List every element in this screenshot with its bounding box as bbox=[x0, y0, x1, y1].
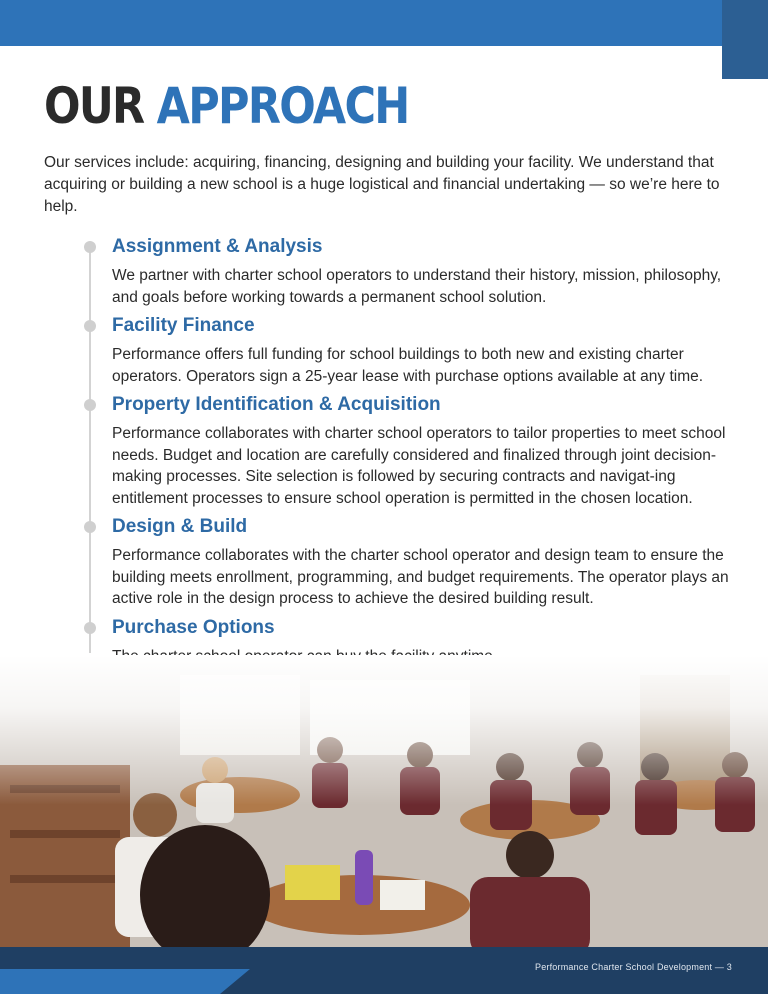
item-title: Facility Finance bbox=[112, 315, 255, 336]
timeline-dot-5 bbox=[84, 622, 96, 634]
approach-item-design-build bbox=[112, 515, 732, 610]
item-title: Purchase Options bbox=[112, 617, 275, 638]
footer-accent bbox=[0, 969, 250, 994]
approach-item-assignment bbox=[112, 235, 732, 308]
photo-fade-overlay bbox=[0, 655, 768, 805]
approach-item-property bbox=[112, 393, 732, 509]
page-title-part-1: OUR bbox=[44, 77, 144, 135]
approach-item-facility-finance bbox=[112, 314, 732, 387]
timeline-dot-4 bbox=[84, 521, 96, 533]
intro-paragraph: Our services include: acquiring, financing, designing and building your facility. We understand that acquiring or building a new school is a huge logistical and financial undertaking — so we’re here to help. bbox=[44, 154, 720, 215]
item-title: Property Identification & Acquisition bbox=[112, 394, 441, 415]
item-text: Performance collaborates with charter school operators to tailor properties to meet school needs. Budget and location are carefully considered and finalized through joint decision-making processes. Site selection is followed by securing contracts and navigat-ing entitlement processes to ensure school operation is permitted in the chosen location. bbox=[112, 425, 726, 507]
timeline-dot-1 bbox=[84, 241, 96, 253]
top-corner-tab bbox=[722, 0, 768, 79]
classroom-photo bbox=[0, 655, 768, 955]
item-text: Performance collaborates with the charter school operator and design team to ensure the building meets enrollment, programming, and budget requirements. The operator plays an active role in the design process to achieve the desired building result. bbox=[112, 547, 729, 607]
page-title-part-2: APPROACH bbox=[156, 77, 409, 135]
footer-page-label: Performance Charter School Development — 3 bbox=[535, 962, 732, 972]
timeline-dot-2 bbox=[84, 320, 96, 332]
item-title: Assignment & Analysis bbox=[112, 236, 323, 257]
page-title bbox=[44, 76, 409, 136]
item-text: Performance offers full funding for school buildings to both new and existing charter operators. Operators sign a 25-year lease with purchase options available at any time. bbox=[112, 346, 704, 385]
item-text: We partner with charter school operators to understand their history, mission, philosophy, and goals before working towards a permanent school solution. bbox=[112, 267, 722, 306]
timeline-line bbox=[89, 248, 91, 653]
timeline-dot-3 bbox=[84, 399, 96, 411]
item-title: Design & Build bbox=[112, 516, 248, 537]
top-color-bar bbox=[0, 0, 768, 46]
